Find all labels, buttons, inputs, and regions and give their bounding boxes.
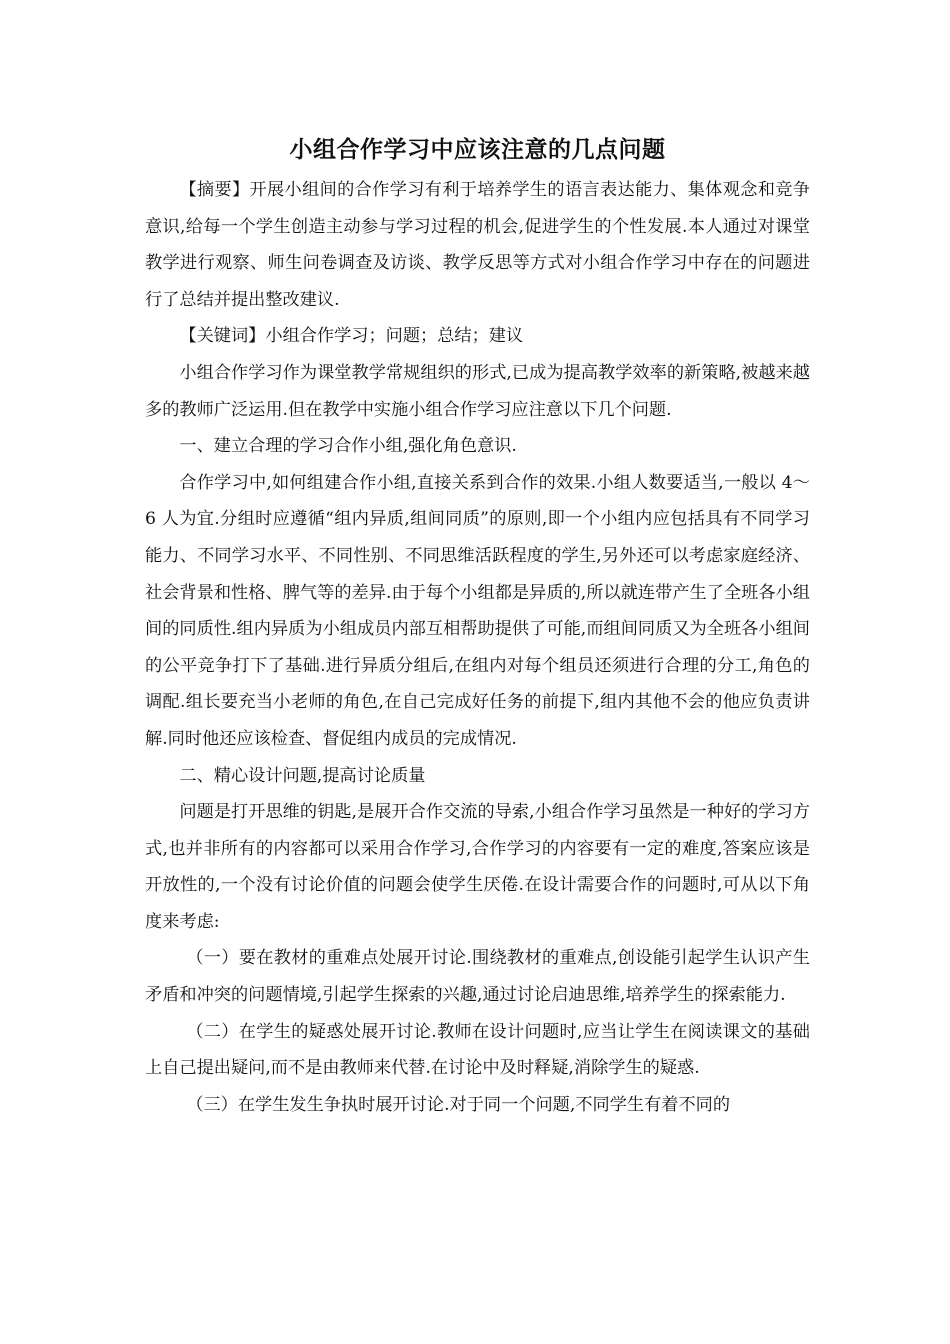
- section-2-paragraph: 问题是打开思维的钥匙,是展开合作交流的导索,小组合作学习虽然是一种好的学习方式,也并非所有的内容都可以采用合作学习,合作学习的内容要有一定的难度,答案应该是开放性的,一个没有讨论价值的问题会使学生厌倦.在设计需要合作的问题时,可从以下角度来考虑:: [145, 802, 810, 932]
- document-page: [145, 128, 810, 1123]
- keywords-line: 【关键词】小组合作学习；问题；总结；建议: [179, 326, 524, 347]
- section-1-heading: 一、建立合理的学习合作小组,强化角色意识.: [179, 436, 517, 457]
- section-1-paragraph: 合作学习中,如何组建合作小组,直接关系到合作的效果.小组人数要适当,一般以 4～6 人为宜.分组时应遵循“组内异质,组间同质”的原则,即一个小组内应包括具有不同学习能力、不同学习水平、不同性别、不同思维活跃程度的学生,另外还可以考虑家庭经济、社会背景和性格、脾气等的差异.由于每个小组都是异质的,所以就连带产生了全班各小组间的同质性.组内异质为小组成员内部互相帮助提供了可能,而组间同质又为全班各小组间的公平竞争打下了基础.进行异质分组后,在组内对每个组员还须进行合理的分工,角色的调配.组长要充当小老师的角色,在自己完成好任务的前提下,组内其他不会的他应负责讲解.同时他还应该检查、督促组内成员的完成情况.: [145, 472, 810, 749]
- section-2-heading: 二、精心设计问题,提高讨论质量: [179, 765, 426, 786]
- intro-paragraph: 小组合作学习作为课堂教学常规组织的形式,已成为提高教学效率的新策略,被越来越多的教师广泛运用.但在教学中实施小组合作学习应注意以下几个问题.: [145, 362, 810, 420]
- list-item-3: （三）在学生发生争执时展开讨论.对于同一个问题,不同学生有着不同的: [186, 1094, 731, 1115]
- list-item-1: （一）要在教材的重难点处展开讨论.围绕教材的重难点,创设能引起学生认识产生矛盾和冲突的问题情境,引起学生探索的兴趣,通过讨论启迪思维,培养学生的探索能力.: [145, 948, 810, 1006]
- document-title: 小组合作学习中应该注意的几点问题: [289, 137, 666, 163]
- list-item-2: （二）在学生的疑惑处展开讨论.教师在设计问题时,应当让学生在阅读课文的基础上自己提出疑问,而不是由教师来代替.在讨论中及时释疑,消除学生的疑惑.: [145, 1021, 810, 1079]
- abstract-paragraph: 【摘要】开展小组间的合作学习有利于培养学生的语言表达能力、集体观念和竞争意识,给每一个学生创造主动参与学习过程的机会,促进学生的个性发展.本人通过对课堂教学进行观察、师生问卷调查及访谈、教学反思等方式对小组合作学习中存在的问题进行了总结并提出整改建议.: [145, 180, 810, 310]
